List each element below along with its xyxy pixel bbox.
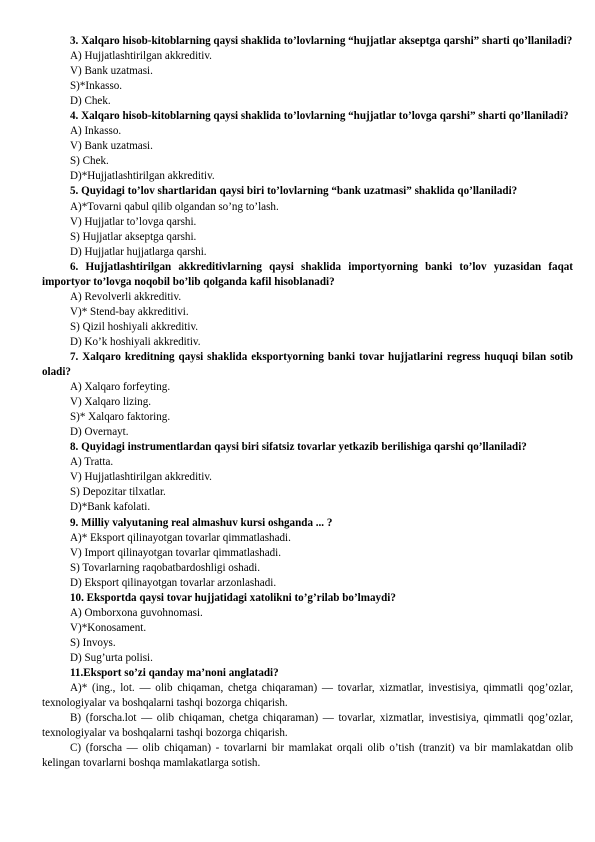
option-8b: V) Hujjatlashtirilgan akkreditiv. xyxy=(70,471,212,484)
document-page xyxy=(42,34,573,771)
option-4b: V) Bank uzatmasi. xyxy=(70,140,153,153)
option-5d: D) Hujjatlar hujjatlarga qarshi. xyxy=(70,245,207,258)
question-8: 8. Quyidagi instrumentlardan qaysi biri sifatsiz tovarlar yetkazib berilishiga qarshi qo’llaniladi? xyxy=(70,441,527,454)
option-5b: V) Hujjatlar to’lovga qarshi. xyxy=(70,215,197,228)
option-11c: C) (forscha — olib chiqaman) - tovarlarni bir mamlakat orqali olib o’tish (tranzit) va bir mamlakatdan olib kelingan tovarlarni boshqa mamlakatlarga sotish. xyxy=(42,742,573,770)
option-4c: S) Chek. xyxy=(70,155,109,168)
option-6a: A) Revolverli akkreditiv. xyxy=(70,290,182,303)
option-4d: D)*Hujjatlashtirilgan akkreditiv. xyxy=(70,170,215,183)
question-11: 11.Eksport so’zi qanday ma’noni anglatadi? xyxy=(70,666,279,679)
option-3c: S)*Inkasso. xyxy=(70,80,123,93)
option-6b: V)* Stend-bay akkreditivi. xyxy=(70,305,189,318)
option-9a: A)* Eksport qilinayotgan tovarlar qimmatlashadi. xyxy=(70,531,291,544)
option-9d: D) Eksport qilinayotgan tovarlar arzonlashadi. xyxy=(70,576,277,589)
option-3a: A) Hujjatlashtirilgan akkreditiv. xyxy=(70,50,212,63)
option-3b: V) Bank uzatmasi. xyxy=(70,65,153,78)
option-5a: A)*Tovarni qabul qilib olgandan so’ng to’lash. xyxy=(70,200,279,213)
question-4: 4. Xalqaro hisob-kitoblarning qaysi shaklida to’lovlarning “hujjatlar to’lovga qarshi” sharti qo’llaniladi? xyxy=(70,110,569,123)
option-9c: S) Tovarlarning raqobatbardoshligi oshadi. xyxy=(70,561,261,574)
option-10c: S) Invoys. xyxy=(70,636,116,649)
option-8d: D)*Bank kafolati. xyxy=(70,501,151,514)
question-7: 7. Xalqaro kreditning qaysi shaklida eksportyorning banki tovar hujjatlarini regress huquqi bilan sotib oladi? xyxy=(42,350,573,379)
option-6d: D) Ko’k hoshiyali akkreditiv. xyxy=(70,335,201,348)
question-6: 6. Hujjatlashtirilgan akkreditivlarning qaysi shaklida importyorning banki to’lov yuzasidan faqat importyor to’lovga noqobil bo’lib qolganda kafil hisoblanadi? xyxy=(42,260,573,288)
option-10b: V)*Konosament. xyxy=(70,621,147,634)
option-3d: D) Chek. xyxy=(70,95,111,108)
option-7b: V) Xalqaro lizing. xyxy=(70,396,152,409)
option-10a: A) Omborxona guvohnomasi. xyxy=(70,606,203,619)
option-8c: S) Depozitar tilxatlar. xyxy=(70,486,166,499)
option-5c: S) Hujjatlar akseptga qarshi. xyxy=(70,230,197,243)
option-10d: D) Sug’urta polisi. xyxy=(70,651,153,664)
option-7d: D) Overnayt. xyxy=(70,426,129,439)
option-8a: A) Tratta. xyxy=(70,456,114,469)
option-4a: A) Inkasso. xyxy=(70,125,122,138)
option-7a: A) Xalqaro forfeyting. xyxy=(70,381,171,394)
option-11b: B) (forscha.lot — olib chiqaman, chetga chiqaraman) — tovarlar, xizmatlar, investisiya, qimmatli qog’ozlar, texnologiyalar va boshqalarni tashqi bozorga chiqarish. xyxy=(42,712,573,740)
option-7c: S)* Xalqaro faktoring. xyxy=(70,411,171,424)
question-10: 10. Eksportda qaysi tovar hujjatidagi xatolikni to’g’rilab bo’lmaydi? xyxy=(70,591,396,604)
option-6c: S) Qizil hoshiyali akkreditiv. xyxy=(70,320,199,333)
question-3: 3. Xalqaro hisob-kitoblarning qaysi shaklida to’lovlarning “hujjatlar akseptga qarshi” sharti qo’llaniladi? xyxy=(70,35,573,47)
question-9: 9. Milliy valyutaning real almashuv kursi oshganda ... ? xyxy=(70,516,333,529)
option-9b: V) Import qilinayotgan tovarlar qimmatlashadi. xyxy=(70,546,282,559)
question-5: 5. Quyidagi to’lov shartlaridan qaysi biri to’lovlarning “bank uzatmasi” shaklida qo’llaniladi? xyxy=(70,185,518,198)
option-11a: A)* (ing., lot. — olib chiqaman, chetga chiqaraman) — tovarlar, xizmatlar, investisiya, qimmatli qog’ozlar, texnologiyalar va boshqalarni tashqi bozorga chiqarish. xyxy=(42,682,573,710)
